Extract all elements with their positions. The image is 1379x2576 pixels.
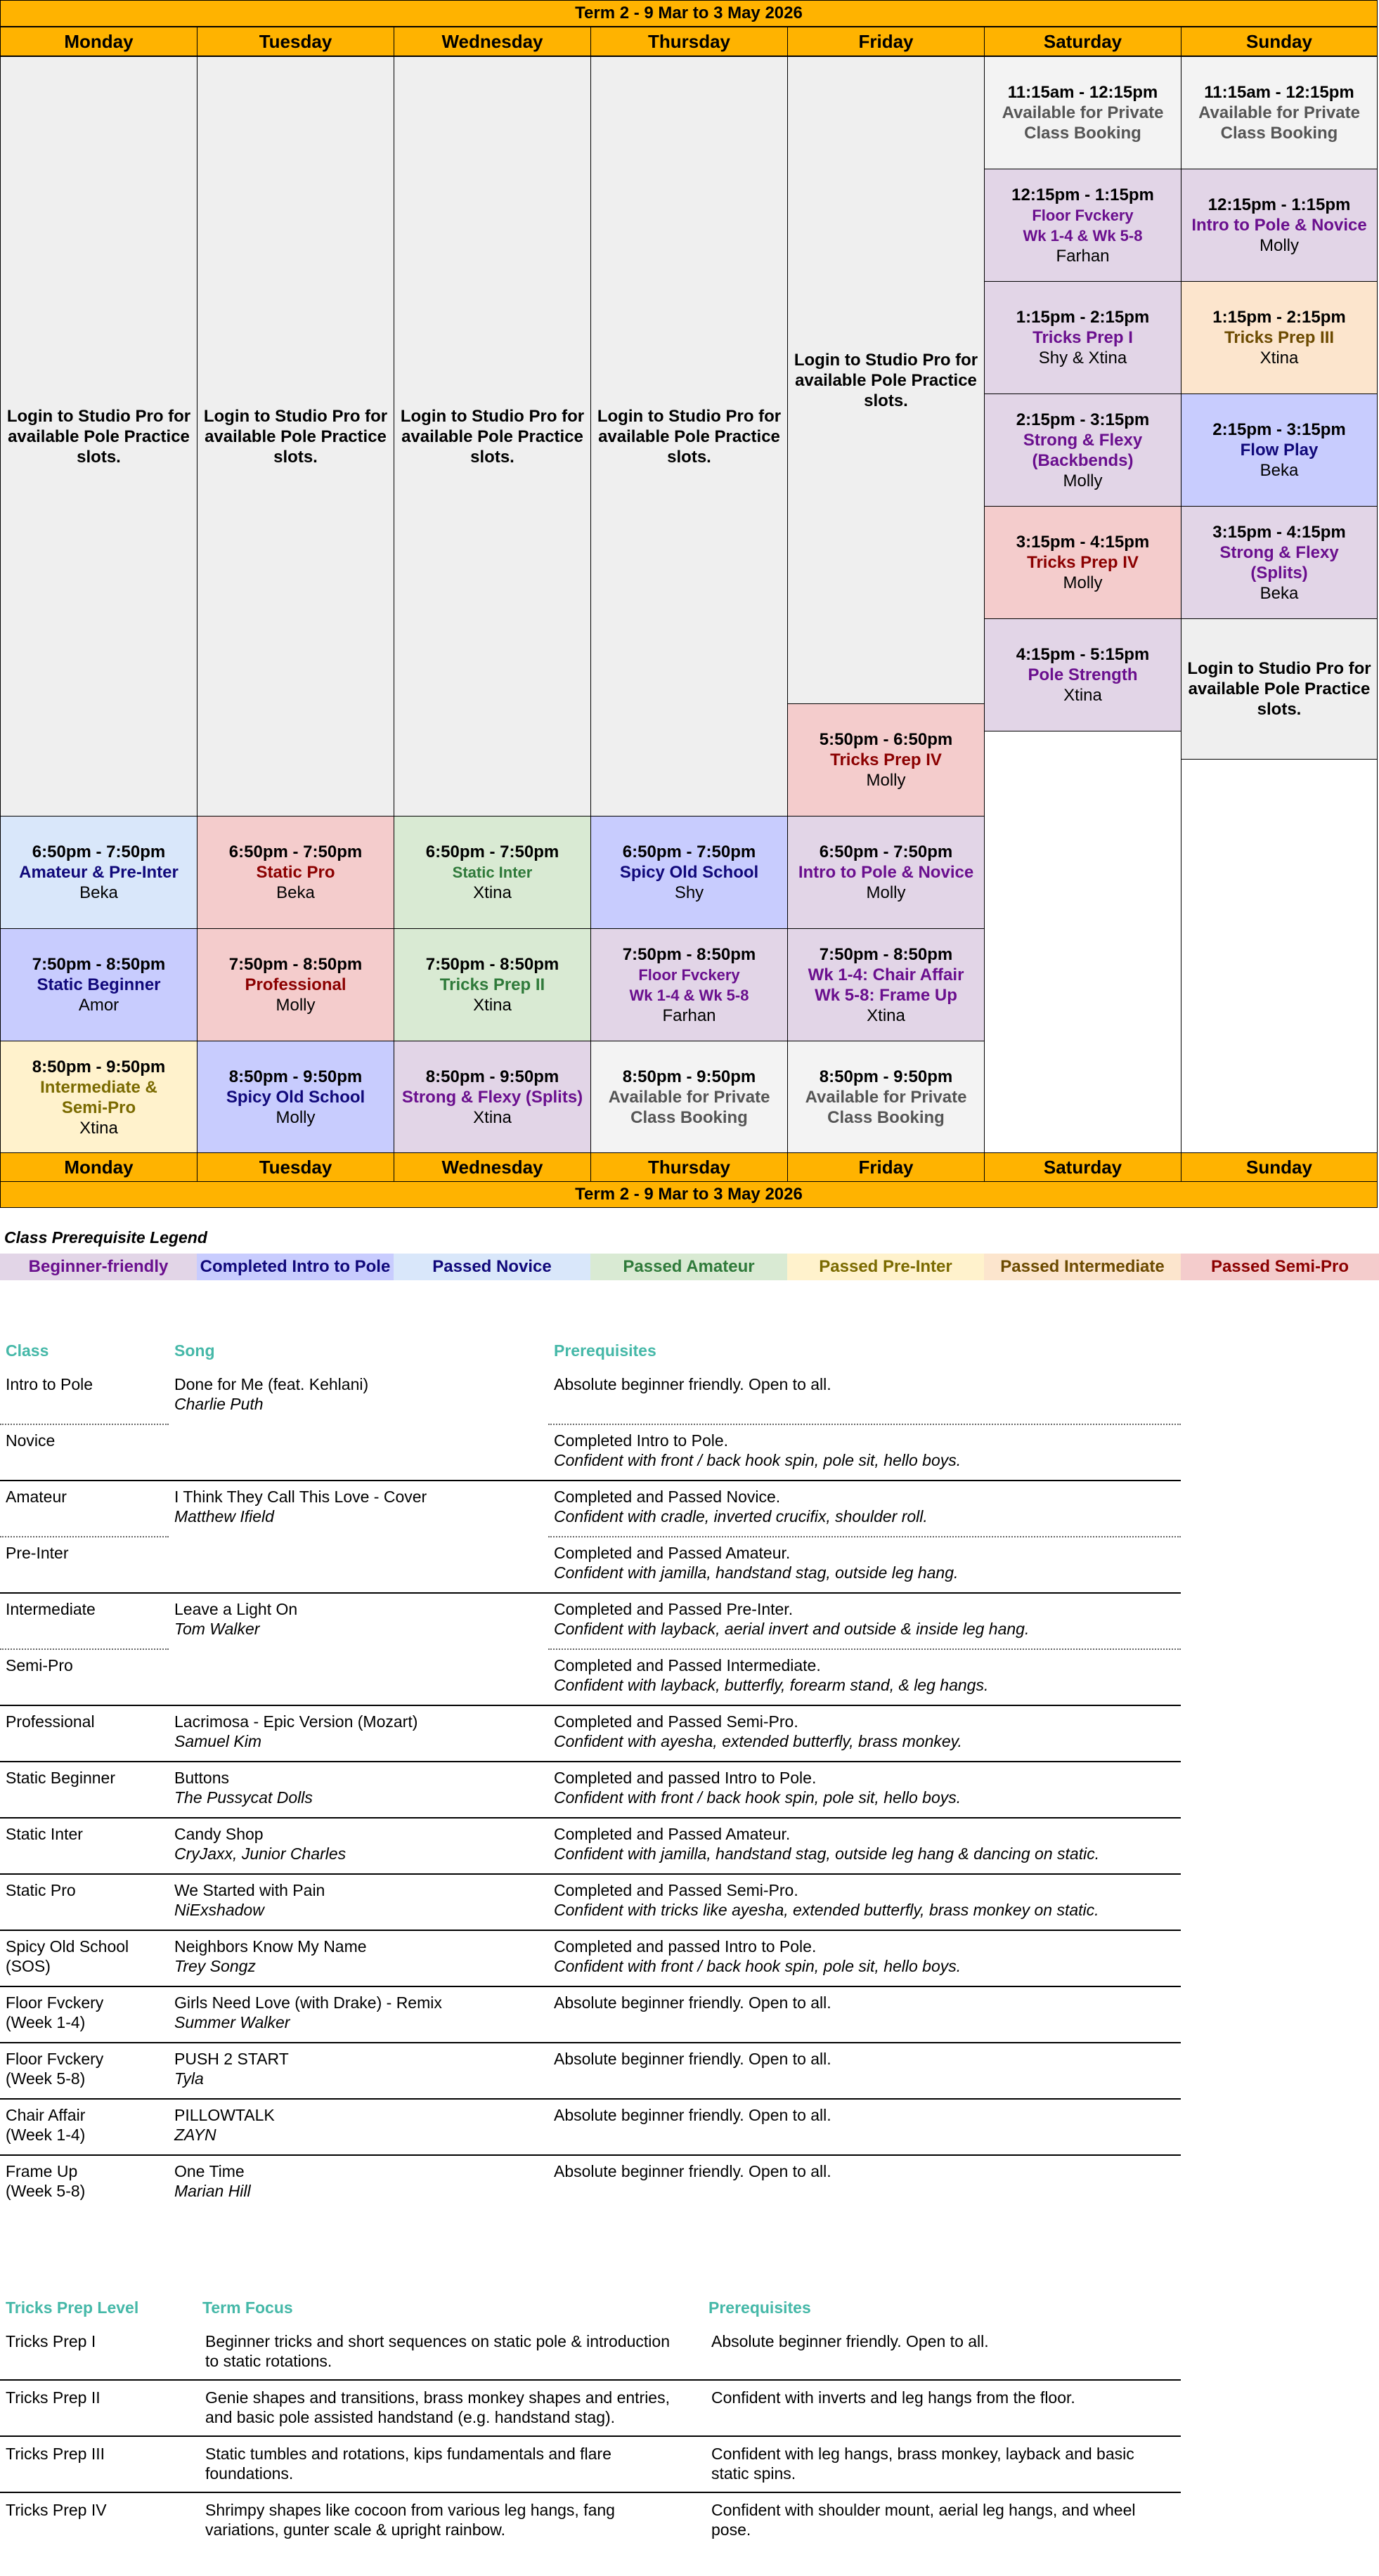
song-artist: CryJaxx, Junior Charles: [174, 1845, 347, 1863]
song-artist: Trey Songz: [174, 1957, 256, 1975]
class-slot: 6:50pm - 7:50pm Static Inter Xtina: [394, 816, 591, 929]
song-title: Leave a Light On: [174, 1600, 298, 1618]
class-slot: 8:50pm - 9:50pm Spicy Old School Molly: [197, 1041, 394, 1154]
class-name: Frame Up: [6, 2162, 78, 2180]
day-header-sunday: Sunday: [1181, 27, 1378, 56]
class-name: Intermediate: [6, 1600, 96, 1618]
class-name: Professional: [6, 1712, 95, 1731]
song-artist: Tyla: [174, 2069, 204, 2088]
class-slot: 7:50pm - 8:50pm Static Beginner Amor: [0, 928, 198, 1041]
day-header-saturday: Saturday: [984, 27, 1181, 56]
song-title: I Think They Call This Love - Cover: [174, 1488, 427, 1506]
row-divider: [0, 1930, 1181, 1931]
prerequisite: Absolute beginner friendly. Open to all.: [554, 1993, 831, 2012]
tricks-prereq: Confident with leg hangs, brass monkey, layback and basic: [711, 2445, 1134, 2463]
row-divider: [548, 1536, 1181, 1537]
tricks-focus-cont: foundations.: [205, 2464, 294, 2483]
prerequisite-skills: Confident with layback, butterfly, forearm stand, & leg hangs.: [554, 1676, 989, 1694]
song-artist: Matthew Ifield: [174, 1507, 274, 1526]
class-name: Novice: [6, 1431, 56, 1450]
legend-title: Class Prerequisite Legend: [4, 1228, 207, 1247]
row-divider: [0, 2435, 1181, 2437]
day-footer-sunday: Sunday: [1181, 1152, 1378, 1182]
class-slot: 6:50pm - 7:50pm Spicy Old School Shy: [590, 816, 788, 929]
tricks-focus: Static tumbles and rotations, kips fundamentals and flare: [205, 2445, 611, 2463]
prerequisite-skills: Confident with cradle, inverted crucifix, shoulder roll.: [554, 1507, 928, 1526]
class-slot: 4:15pm - 5:15pm Pole Strength Xtina: [984, 618, 1181, 731]
song-title: PUSH 2 START: [174, 2050, 289, 2068]
song-artist: Charlie Puth: [174, 1395, 264, 1413]
prerequisite: Absolute beginner friendly. Open to all.: [554, 1375, 831, 1393]
private-booking-slot: 11:15am - 12:15pm Available for Private Class Booking: [1181, 56, 1378, 169]
song-title: One Time: [174, 2162, 245, 2180]
row-divider: [0, 2042, 1181, 2043]
tricks-header-level: Tricks Prep Level: [6, 2298, 139, 2317]
class-name: Static Inter: [6, 1825, 83, 1843]
tricks-prereq-cont: pose.: [711, 2520, 751, 2539]
prerequisite-skills: Confident with layback, aerial invert and outside & inside leg hang.: [554, 1620, 1030, 1638]
prerequisite: Completed and Passed Pre-Inter.: [554, 1600, 794, 1618]
login-practice-tuesday: Login to Studio Pro for available Pole Practice slots.: [197, 56, 394, 817]
prerequisite-skills: Confident with front / back hook spin, pole sit, hello boys.: [554, 1451, 962, 1469]
prerequisite: Completed and Passed Intermediate.: [554, 1656, 821, 1674]
term-title-top: Term 2 - 9 Mar to 3 May 2026: [0, 0, 1378, 27]
song-title: PILLOWTALK: [174, 2106, 275, 2124]
day-footer-tuesday: Tuesday: [197, 1152, 394, 1182]
legend-beginner-friendly: Beginner-friendly: [0, 1254, 197, 1280]
song-artist: Marian Hill: [174, 2182, 251, 2200]
song-artist: ZAYN: [174, 2126, 216, 2144]
class-name: Amateur: [6, 1488, 67, 1506]
day-header-friday: Friday: [787, 27, 985, 56]
row-divider: [0, 1986, 1181, 1987]
legend-passed-amateur: Passed Amateur: [590, 1254, 787, 1280]
prerequisite: Completed and Passed Novice.: [554, 1488, 781, 1506]
prerequisite: Completed Intro to Pole.: [554, 1431, 729, 1450]
class-slot: 1:15pm - 2:15pm Tricks Prep III Xtina: [1181, 281, 1378, 394]
class-name: Intro to Pole: [6, 1375, 93, 1393]
class-name: Spicy Old School: [6, 1937, 129, 1956]
row-divider: [0, 1480, 1181, 1481]
song-title: Done for Me (feat. Kehlani): [174, 1375, 369, 1393]
tricks-focus: Beginner tricks and short sequences on static pole & introduction: [205, 2332, 670, 2350]
class-slot: 3:15pm - 4:15pm Tricks Prep IV Molly: [984, 506, 1181, 619]
class-slot: 12:15pm - 1:15pm Intro to Pole & Novice Molly: [1181, 169, 1378, 282]
private-booking-slot: 8:50pm - 9:50pm Available for Private Class Booking: [787, 1041, 985, 1154]
login-practice-sunday: Login to Studio Pro for available Pole Practice slots.: [1181, 618, 1378, 760]
prerequisite: Completed and passed Intro to Pole.: [554, 1769, 817, 1787]
class-name: Floor Fvckery: [6, 2050, 104, 2068]
song-title: Candy Shop: [174, 1825, 264, 1843]
private-booking-slot: 8:50pm - 9:50pm Available for Private Class Booking: [590, 1041, 788, 1154]
private-booking-slot: 11:15am - 12:15pm Available for Private Class Booking: [984, 56, 1181, 169]
tricks-prereq-cont: static spins.: [711, 2464, 796, 2483]
row-divider: [0, 1648, 169, 1650]
song-artist: Tom Walker: [174, 1620, 260, 1638]
legend-passed-intermediate: Passed Intermediate: [984, 1254, 1181, 1280]
class-slot: 6:50pm - 7:50pm Static Pro Beka: [197, 816, 394, 929]
day-header-tuesday: Tuesday: [197, 27, 394, 56]
song-artist: Samuel Kim: [174, 1732, 261, 1750]
prerequisite-skills: Confident with jamilla, handstand stag, outside leg hang.: [554, 1563, 959, 1582]
day-header-monday: Monday: [0, 27, 198, 56]
prerequisite: Completed and passed Intro to Pole.: [554, 1937, 817, 1956]
song-title: Neighbors Know My Name: [174, 1937, 367, 1956]
song-title: Lacrimosa - Epic Version (Mozart): [174, 1712, 418, 1731]
login-practice-thursday: Login to Studio Pro for available Pole Practice slots.: [590, 56, 788, 817]
prerequisite: Completed and Passed Amateur.: [554, 1544, 791, 1562]
tricks-level: Tricks Prep II: [6, 2388, 101, 2407]
tricks-prereq: Absolute beginner friendly. Open to all.: [711, 2332, 989, 2350]
row-divider: [548, 1424, 1181, 1425]
tricks-header-prereq: Prerequisites: [708, 2298, 811, 2317]
class-name-sub: (Week 5-8): [6, 2069, 86, 2088]
class-slot: 8:50pm - 9:50pm Strong & Flexy (Splits) Xtina: [394, 1041, 591, 1154]
row-divider: [0, 2098, 1181, 2100]
login-practice-wednesday: Login to Studio Pro for available Pole Practice slots.: [394, 56, 591, 817]
class-slot: 2:15pm - 3:15pm Strong & Flexy (Backbends) Molly: [984, 393, 1181, 507]
prerequisite: Absolute beginner friendly. Open to all.: [554, 2050, 831, 2068]
tricks-focus-cont: and basic pole assisted handstand (e.g. handstand stag).: [205, 2408, 616, 2426]
class-slot: 6:50pm - 7:50pm Amateur & Pre-Inter Beka: [0, 816, 198, 929]
tricks-prereq: Confident with inverts and leg hangs from the floor.: [711, 2388, 1075, 2407]
class-name-sub: (Week 1-4): [6, 2013, 86, 2031]
prerequisite-skills: Confident with front / back hook spin, pole sit, hello boys.: [554, 1788, 962, 1807]
song-title: Girls Need Love (with Drake) - Remix: [174, 1993, 442, 2012]
prerequisite-skills: Confident with tricks like ayesha, extended butterfly, brass monkey on static.: [554, 1901, 1099, 1919]
tricks-level: Tricks Prep IV: [6, 2501, 107, 2519]
class-name: Static Pro: [6, 1881, 76, 1899]
class-name: Semi-Pro: [6, 1656, 73, 1674]
class-slot: 3:15pm - 4:15pm Strong & Flexy (Splits) Beka: [1181, 506, 1378, 619]
class-slot: 12:15pm - 1:15pm Floor Fvckery Wk 1-4 & Wk 5-8 Farhan: [984, 169, 1181, 282]
class-slot: 5:50pm - 6:50pm Tricks Prep IV Molly: [787, 703, 985, 817]
login-practice-friday: Login to Studio Pro for available Pole Practice slots.: [787, 56, 985, 704]
row-divider: [0, 1705, 1181, 1706]
legend-passed-novice: Passed Novice: [394, 1254, 590, 1280]
tricks-header-focus: Term Focus: [202, 2298, 293, 2317]
classes-header-prereq: Prerequisites: [554, 1341, 656, 1360]
class-slot: 7:50pm - 8:50pm Floor Fvckery Wk 1-4 & Wk 5-8 Farhan: [590, 928, 788, 1041]
prerequisite: Absolute beginner friendly. Open to all.: [554, 2106, 831, 2124]
class-slot: 7:50pm - 8:50pm Wk 1-4: Chair Affair Wk 5-8: Frame Up Xtina: [787, 928, 985, 1041]
row-divider: [0, 1873, 1181, 1875]
prerequisite-skills: Confident with front / back hook spin, pole sit, hello boys.: [554, 1957, 962, 1975]
tricks-focus-cont: variations, gunter scale & upright rainbow.: [205, 2520, 506, 2539]
row-divider: [0, 1536, 169, 1537]
class-slot: 6:50pm - 7:50pm Intro to Pole & Novice Molly: [787, 816, 985, 929]
prerequisite: Completed and Passed Amateur.: [554, 1825, 791, 1843]
legend-completed-intro: Completed Intro to Pole: [197, 1254, 394, 1280]
prerequisite-skills: Confident with jamilla, handstand stag, outside leg hang & dancing on static.: [554, 1845, 1100, 1863]
class-slot: 7:50pm - 8:50pm Professional Molly: [197, 928, 394, 1041]
row-divider: [0, 1424, 169, 1425]
tricks-focus-cont: to static rotations.: [205, 2352, 332, 2370]
day-footer-thursday: Thursday: [590, 1152, 788, 1182]
classes-header-song: Song: [174, 1341, 215, 1360]
prerequisite: Absolute beginner friendly. Open to all.: [554, 2162, 831, 2180]
day-footer-monday: Monday: [0, 1152, 198, 1182]
row-divider: [0, 1817, 1181, 1819]
class-slot: 8:50pm - 9:50pm Intermediate & Semi-Pro Xtina: [0, 1041, 198, 1154]
tricks-level: Tricks Prep I: [6, 2332, 96, 2350]
day-footer-wednesday: Wednesday: [394, 1152, 591, 1182]
day-header-wednesday: Wednesday: [394, 27, 591, 56]
row-divider: [0, 1761, 1181, 1762]
song-title: We Started with Pain: [174, 1881, 325, 1899]
tricks-focus: Shrimpy shapes like cocoon from various leg hangs, fang: [205, 2501, 615, 2519]
empty-slot-saturday: [984, 731, 1181, 1154]
class-name: Static Beginner: [6, 1769, 115, 1787]
row-divider: [548, 1648, 1181, 1650]
day-header-thursday: Thursday: [590, 27, 788, 56]
legend-passed-pre-inter: Passed Pre-Inter: [787, 1254, 984, 1280]
class-name-sub: (Week 5-8): [6, 2182, 86, 2200]
class-name-sub: (Week 1-4): [6, 2126, 86, 2144]
tricks-prereq: Confident with shoulder mount, aerial leg hangs, and wheel: [711, 2501, 1136, 2519]
song-artist: The Pussycat Dolls: [174, 1788, 313, 1807]
tricks-level: Tricks Prep III: [6, 2445, 105, 2463]
class-name: Chair Affair: [6, 2106, 86, 2124]
prerequisite: Completed and Passed Semi-Pro.: [554, 1881, 798, 1899]
row-divider: [0, 2154, 1181, 2156]
class-slot: 1:15pm - 2:15pm Tricks Prep I Shy & Xtina: [984, 281, 1181, 394]
empty-slot-sunday: [1181, 759, 1378, 1154]
row-divider: [0, 2492, 1181, 2493]
row-divider: [0, 1592, 1181, 1594]
day-footer-saturday: Saturday: [984, 1152, 1181, 1182]
prerequisite: Completed and Passed Semi-Pro.: [554, 1712, 798, 1731]
song-artist: NiExshadow: [174, 1901, 264, 1919]
prerequisite-skills: Confident with ayesha, extended butterfly, brass monkey.: [554, 1732, 962, 1750]
term-title-bottom: Term 2 - 9 Mar to 3 May 2026: [0, 1181, 1378, 1208]
class-name-sub: (SOS): [6, 1957, 51, 1975]
legend-passed-semi-pro: Passed Semi-Pro: [1181, 1254, 1379, 1280]
day-footer-friday: Friday: [787, 1152, 985, 1182]
class-slot: 2:15pm - 3:15pm Flow Play Beka: [1181, 393, 1378, 507]
classes-header-class: Class: [6, 1341, 49, 1360]
login-practice-monday: Login to Studio Pro for available Pole Practice slots.: [0, 56, 198, 817]
row-divider: [0, 2379, 1181, 2381]
class-slot: 7:50pm - 8:50pm Tricks Prep II Xtina: [394, 928, 591, 1041]
song-artist: Summer Walker: [174, 2013, 290, 2031]
song-title: Buttons: [174, 1769, 229, 1787]
class-name: Pre-Inter: [6, 1544, 69, 1562]
class-name: Floor Fvckery: [6, 1993, 104, 2012]
tricks-focus: Genie shapes and transitions, brass monkey shapes and entries,: [205, 2388, 670, 2407]
